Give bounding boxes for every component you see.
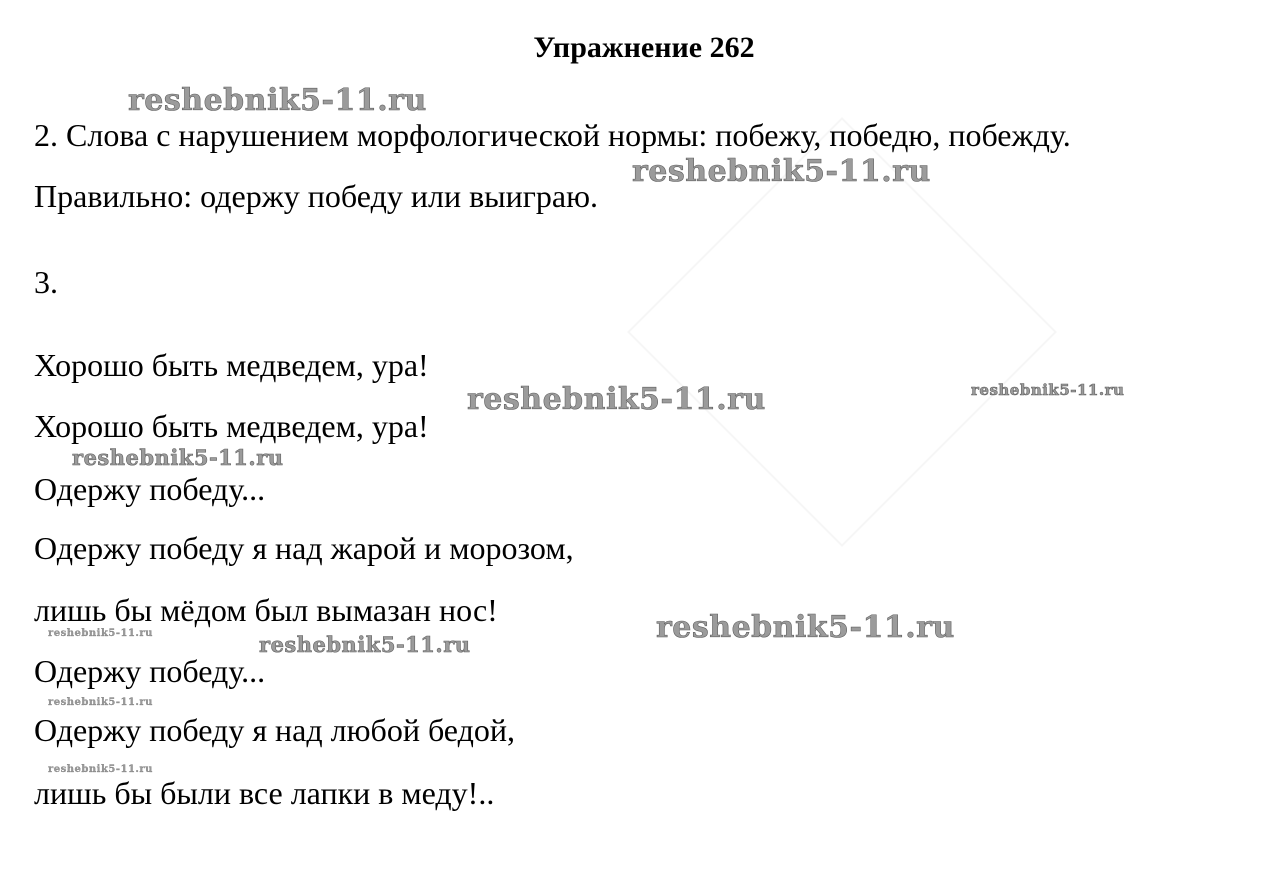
watermark: reshebnik5-11.ru [971,381,1125,399]
watermark: reshebnik5-11.ru [632,154,931,189]
answer-line-3: 3. [34,264,58,300]
poem-line-4: Одержу победу я над жарой и морозом, [34,530,574,566]
watermark: reshebnik5-11.ru [48,764,153,775]
watermark: reshebnik5-11.ru [48,628,153,639]
poem-line-3: Одержу победу... [34,471,266,507]
watermark: reshebnik5-11.ru [467,382,766,417]
poem-line-7: Одержу победу я над любой бедой, [34,712,515,748]
poem-line-6: Одержу победу... [34,653,266,689]
watermark: reshebnik5-11.ru [72,445,284,470]
poem-line-5: лишь бы мёдом был вымазан нос! [34,592,498,628]
watermark: reshebnik5-11.ru [656,610,955,645]
poem-line-8: лишь бы были все лапки в меду!.. [34,775,495,811]
watermark: reshebnik5-11.ru [128,83,427,118]
exercise-title: Упражнение 262 [533,31,755,64]
answer-line-2: Правильно: одержу победу или выиграю. [34,178,599,214]
answer-line-1: 2. Слова с нарушением морфологической нормы: побежу, победю, побежду. [34,117,1071,153]
poem-line-2: Хорошо быть медведем, ура! [34,408,429,444]
watermark: reshebnik5-11.ru [259,632,471,657]
watermark: reshebnik5-11.ru [48,697,153,708]
poem-line-1: Хорошо быть медведем, ура! [34,347,429,383]
